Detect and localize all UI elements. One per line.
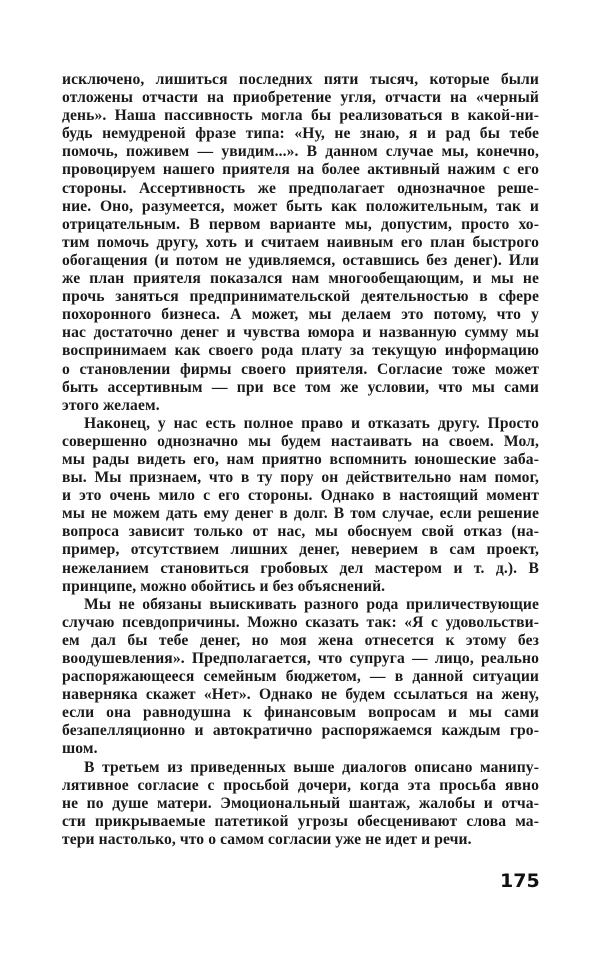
text-line: лятивное согласие с просьбой дочери, когда эта просьба явно bbox=[62, 776, 539, 794]
paragraph bbox=[62, 596, 539, 759]
text-line: вопроса зависит только от нас, мы обоснуем свой отказ (на- bbox=[62, 523, 539, 541]
text-line: похоронного бизнеса. А может, мы делаем это потому, что у bbox=[62, 306, 539, 324]
text-line: совершенно однозначно мы будем настаивать на своем. Мол, bbox=[62, 432, 539, 450]
text-line: нежеланием становиться гробовых дел мастером и т. д.). В bbox=[62, 559, 539, 577]
text-line: провоцируем нашего приятеля на более активный нажим с его bbox=[62, 161, 539, 179]
text-line: Наконец, у нас есть полное право и отказать другу. Просто bbox=[84, 414, 539, 432]
text-line: стороны. Ассертивность же предполагает однозначное реше- bbox=[62, 179, 539, 197]
text-line: нас достаточно денег и чувства юмора и названную сумму мы bbox=[62, 324, 539, 342]
text-line: исключено, лишиться последних пяти тысяч, которые были bbox=[62, 71, 539, 88]
text-line: мы не можем дать ему денег в долг. В том случае, если решение bbox=[62, 505, 539, 523]
text-line: случаю псевдопричины. Можно сказать так: «Я с удовольстви- bbox=[62, 613, 539, 631]
text-line: воодушевления». Предполагается, что супруга — лицо, реально bbox=[62, 650, 539, 667]
text-line: пример, отсутствием лишних денег, неверием в сам проект, bbox=[62, 541, 539, 559]
text-line: тим помочь другу, хоть и считаем наивным его план быстрого bbox=[62, 233, 539, 251]
text-line: шом. bbox=[62, 740, 98, 758]
paragraph bbox=[62, 71, 539, 415]
text-line: быть ассертивным — при все том же условии, что мы сами bbox=[62, 378, 539, 396]
text-line: о становлении фирмы своего приятеля. Согласие тоже может bbox=[62, 360, 539, 378]
paragraph bbox=[62, 759, 539, 849]
text-line: распоряжающееся семейным бюджетом, — в данной ситуации bbox=[62, 668, 539, 686]
text-line: принципе, можно обойтись и без объяснений. bbox=[62, 577, 386, 595]
text-line: же план приятеля показался нам многообещающим, и мы не bbox=[62, 270, 539, 288]
text-line: помочь, поживем — увидим...». В данном случае мы, конечно, bbox=[62, 143, 539, 161]
text-line: отрицательным. В первом варианте мы, допустим, просто хо- bbox=[62, 215, 539, 233]
text-line: вы. Мы признаем, что в ту пору он действительно нам помог, bbox=[62, 469, 539, 487]
text-line: обогащения (и потом не удивляемся, оставшись без денег). Или bbox=[62, 251, 539, 269]
text-line: В третьем из приведенных выше диалогов описано манипу- bbox=[84, 758, 539, 776]
text-line: этого желаем. bbox=[62, 396, 160, 414]
text-line: наверняка скажет «Нет». Однако не будем ссылаться на жену, bbox=[62, 686, 539, 704]
text-line: будь немудреной фразе типа: «Ну, не знаю, я и рад бы тебе bbox=[62, 125, 539, 143]
paragraph bbox=[62, 415, 539, 596]
text-line: воспринимаем как своего рода плату за текущую информацию bbox=[62, 342, 539, 360]
text-line: не по душе матери. Эмоциональный шантаж, жалобы и отча- bbox=[62, 794, 539, 812]
text-line: ем дал бы тебе денег, но моя жена отнесется к этому без bbox=[62, 631, 539, 649]
text-line: сти прикрываемые патетикой угрозы обесценивают слова ма- bbox=[62, 812, 539, 830]
text-line: тери настолько, что о самом согласии уже не идет и речи. bbox=[62, 830, 472, 848]
book-page-text bbox=[62, 71, 539, 849]
text-line: если она равнодушна к финансовым вопросам и мы сами bbox=[62, 704, 539, 722]
text-line: мы рады видеть его, нам приятно вспомнить юношеские заба- bbox=[62, 450, 539, 468]
page-number: 175 bbox=[500, 870, 540, 892]
text-line: день». Наша пассивность могла бы реализоваться в какой-ни- bbox=[62, 107, 539, 125]
text-line: отложены отчасти на приобретение угля, отчасти на «черный bbox=[62, 89, 539, 107]
text-line: и это очень мило с его стороны. Однако в настоящий момент bbox=[62, 487, 539, 505]
text-line: прочь заняться предпринимательской деятельностью в сфере bbox=[62, 288, 539, 306]
text-line: безапелляционно и автократично распоряжаемся каждым гро- bbox=[62, 722, 539, 740]
text-line: Мы не обязаны выискивать разного рода приличествующие bbox=[84, 595, 539, 613]
text-line: ние. Оно, разумеется, может быть как положительным, так и bbox=[62, 197, 539, 215]
